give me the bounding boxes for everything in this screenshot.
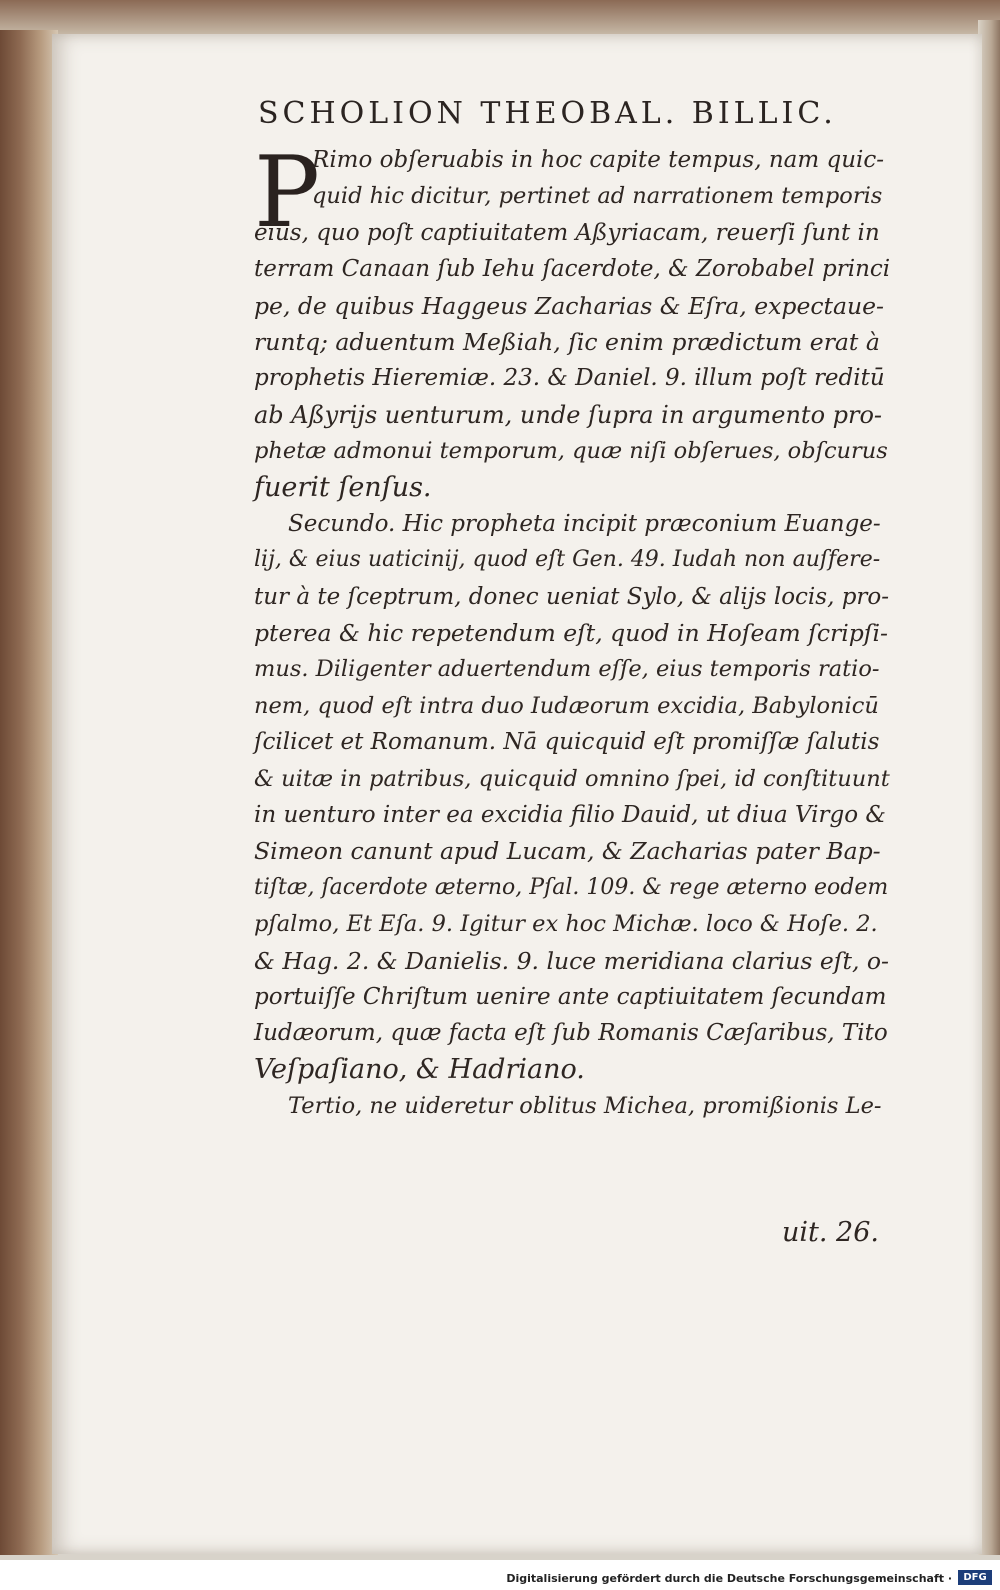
text-line: runtq; aduentum Meßiah, ſic enim prædictum erat à [254, 327, 880, 356]
text-line: in uenturo inter ea excidia filio Dauid, ut diua Virgo & [254, 802, 886, 829]
text-line: terram Canaan ſub Iehu ſacerdote, & Zorobabel princi [254, 256, 891, 283]
funding-credit: Digitalisierung gefördert durch die Deutsche Forschungsgemeinschaft · [506, 1572, 952, 1585]
text-line: portuiſſe Chriſtum uenire ante captiuitatem ſecundam [254, 983, 887, 1010]
text-line: fuerit ſenſus. [254, 471, 432, 503]
text-line: & Hag. 2. & Danielis. 9. luce meridiana clarius eſt, o- [254, 946, 889, 975]
text-line: ab Aßyrijs uenturum, unde ſupra in argumento pro- [254, 400, 883, 429]
text-line: prophetis Hieremiæ. 23. & Daniel. 9. illum poſt reditū [254, 365, 885, 392]
text-line: nem, quod eſt intra duo Iudæorum excidia, Babylonicū [254, 692, 879, 719]
catchword: uit. 26. [782, 1217, 879, 1248]
book-top-edge [0, 0, 1000, 36]
text-line: quid hic dicitur, pertinet ad narrationem temporis [312, 183, 883, 210]
text-line: mus. Diligenter aduertendum eſſe, eius temporis ratio- [254, 656, 880, 683]
text-line: phetæ admonui temporum, quæ niſi obſerues, obſcurus [254, 438, 888, 465]
text-line: pe, de quibus Haggeus Zacharias & Eſra, expectaue- [254, 291, 884, 320]
page-body-text [254, 136, 891, 1125]
text-line: Iudæorum, quæ facta eſt ſub Romanis Cæſaribus, Tito [254, 1020, 888, 1047]
text-line: Rimo obſeruabis in hoc capite tempus, nam quic- [312, 147, 885, 173]
book-spine-edge [0, 30, 58, 1555]
text-line: Tertio, ne uideretur oblitus Michea, promißionis Le- [288, 1093, 882, 1120]
text-line: Secundo. Hic propheta incipit præconium Euange- [288, 510, 881, 537]
drop-cap-initial: P [254, 136, 320, 250]
text-line: Veſpaſiano, & Hadriano. [254, 1053, 585, 1085]
text-line: & uitæ in patribus, quicquid omnino ſpei, id conſtituunt [254, 765, 890, 792]
text-line: ſcilicet et Romanum. Nā quicquid eſt promiſſæ ſalutis [254, 729, 880, 756]
text-line: eius, quo poſt captiuitatem Aßyriacam, reuerſi ſunt in [254, 219, 880, 246]
text-line: lij, & eius uaticinij, quod eſt Gen. 49. Iudah non auſfere- [254, 547, 881, 573]
text-line: Simeon canunt apud Lucam, & Zacharias pater Bap- [254, 837, 881, 866]
text-line: tiſtæ, ſacerdote æterno, Pſal. 109. & rege æterno eodem [254, 874, 889, 900]
text-line: pterea & hic repetendum eſt, quod in Hoſeam ſcripſi- [254, 619, 888, 648]
text-line: tur à te ſceptrum, donec ueniat Sylo, & alijs locis, pro- [254, 583, 890, 610]
dfg-logo: DFG [958, 1570, 992, 1585]
text-line: pſalmo, Et Eſa. 9. Igitur ex hoc Michæ. loco & Hoſe. 2. [254, 911, 878, 938]
running-header: SCHOLION THEOBAL. BILLIC. [258, 96, 837, 131]
